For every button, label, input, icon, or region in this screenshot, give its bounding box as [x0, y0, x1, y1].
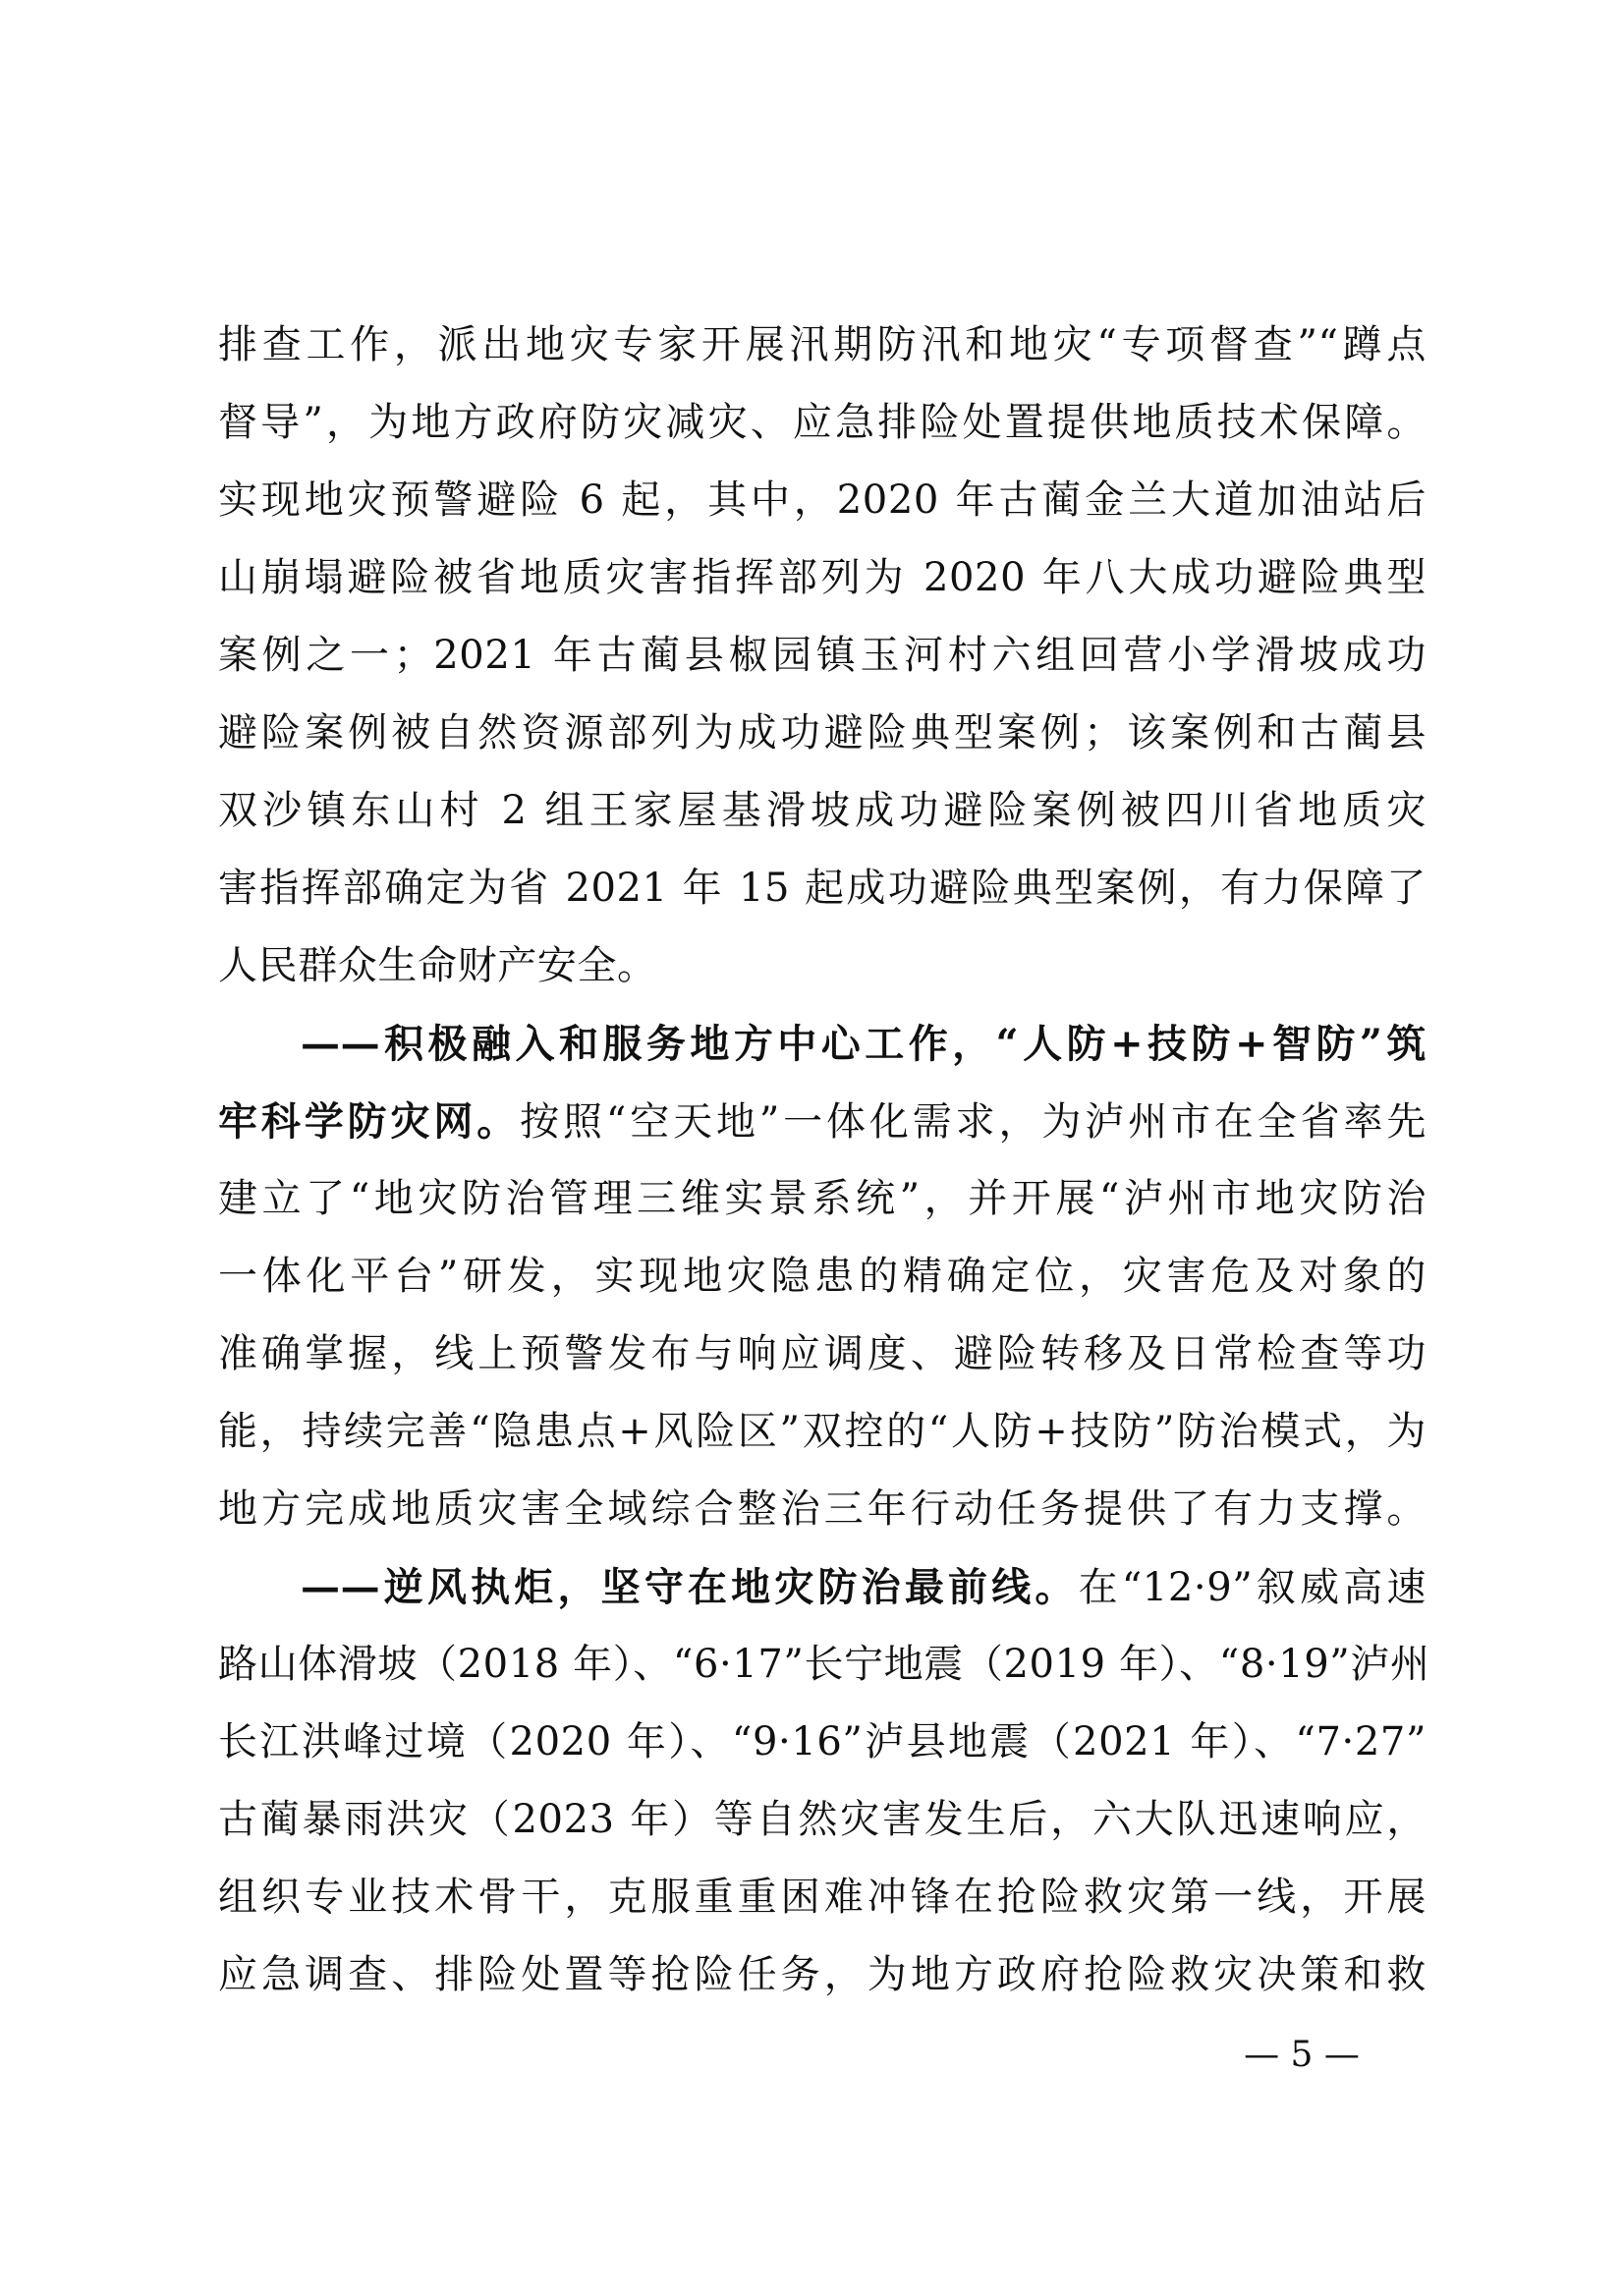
- section-heading-line: [218, 1083, 1427, 1160]
- paragraph-line: 督导”，为地方政府防灾减灾、应急排险处置提供地质技术保障。: [218, 400, 1427, 445]
- paragraph-line: 路山体滑坡（2018 年）、“6·17”长宁地震（2019 年）、“8·19”泸州: [218, 1642, 1430, 1687]
- paragraph-line: 能，持续完善“隐患点+风险区”双控的“人防+技防”防治模式，为: [218, 1409, 1427, 1454]
- section-heading: ——积极融入和服务地方中心工作，“人防+技防+智防”筑: [301, 1021, 1427, 1067]
- paragraph-line: 避险案例被自然资源部列为成功避险典型案例；该案例和古蔺县: [218, 710, 1427, 756]
- body-text: [218, 307, 1430, 2014]
- paragraph-text: 按照“空天地”一体化需求，为泸州市在全省率先: [520, 1099, 1427, 1145]
- paragraph-line: 双沙镇东山村 2 组王家屋基滑坡成功避险案例被四川省地质灾: [218, 788, 1427, 833]
- paragraph-line: 古蔺暴雨洪灾（2023 年）等自然灾害发生后，六大队迅速响应，: [218, 1797, 1427, 1842]
- paragraph-line: 实现地灾预警避险 6 起，其中，2020 年古蔺金兰大道加油站后: [218, 477, 1427, 523]
- paragraph-line: 地方完成地质灾害全域综合整治三年行动任务提供了有力支撑。: [218, 1486, 1427, 1532]
- paragraph-line: 应急调查、排险处置等抢险任务，为地方政府抢险救灾决策和救: [218, 1952, 1427, 1997]
- paragraph-line: 组织专业技术骨干，克服重重困难冲锋在抢险救灾第一线，开展: [218, 1875, 1427, 1920]
- section-heading: 牢科学防灾网。: [218, 1098, 521, 1145]
- page-number: — 5 —: [1244, 2035, 1360, 2075]
- section-heading-line: [218, 1005, 1427, 1083]
- section-heading: ——逆风执炬，坚守在地灾防治最前线。: [301, 1564, 1079, 1610]
- paragraph-line: 案例之一；2021 年古蔺县椒园镇玉河村六组回营小学滑坡成功: [218, 633, 1427, 678]
- paragraph-line: 长江洪峰过境（2020 年）、“9·16”泸县地震（2021 年）、“7·27”: [218, 1719, 1427, 1764]
- paragraph-line: 准确掌握，线上预警发布与响应调度、避险转移及日常检查等功: [218, 1331, 1427, 1376]
- paragraph-line: 建立了“地灾防治管理三维实景系统”，并开展“泸州市地灾防治: [218, 1176, 1427, 1221]
- paragraph-line: 害指挥部确定为省 2021 年 15 起成功避险典型案例，有力保障了: [218, 866, 1427, 911]
- paragraph-line: 排查工作，派出地灾专家开展汛期防汛和地灾“专项督查”“蹲点: [218, 322, 1427, 367]
- paragraph-line: 一体化平台”研发，实现地灾隐患的精确定位，灾害危及对象的: [218, 1254, 1427, 1299]
- paragraph-line: 山崩塌避险被省地质灾害指挥部列为 2020 年八大成功避险典型: [218, 555, 1427, 600]
- paragraph-text: 在“12·9”叙威高速: [1078, 1565, 1427, 1610]
- paragraph-line: 人民群众生命财产安全。: [218, 943, 657, 988]
- section-heading-line: [218, 1548, 1427, 1626]
